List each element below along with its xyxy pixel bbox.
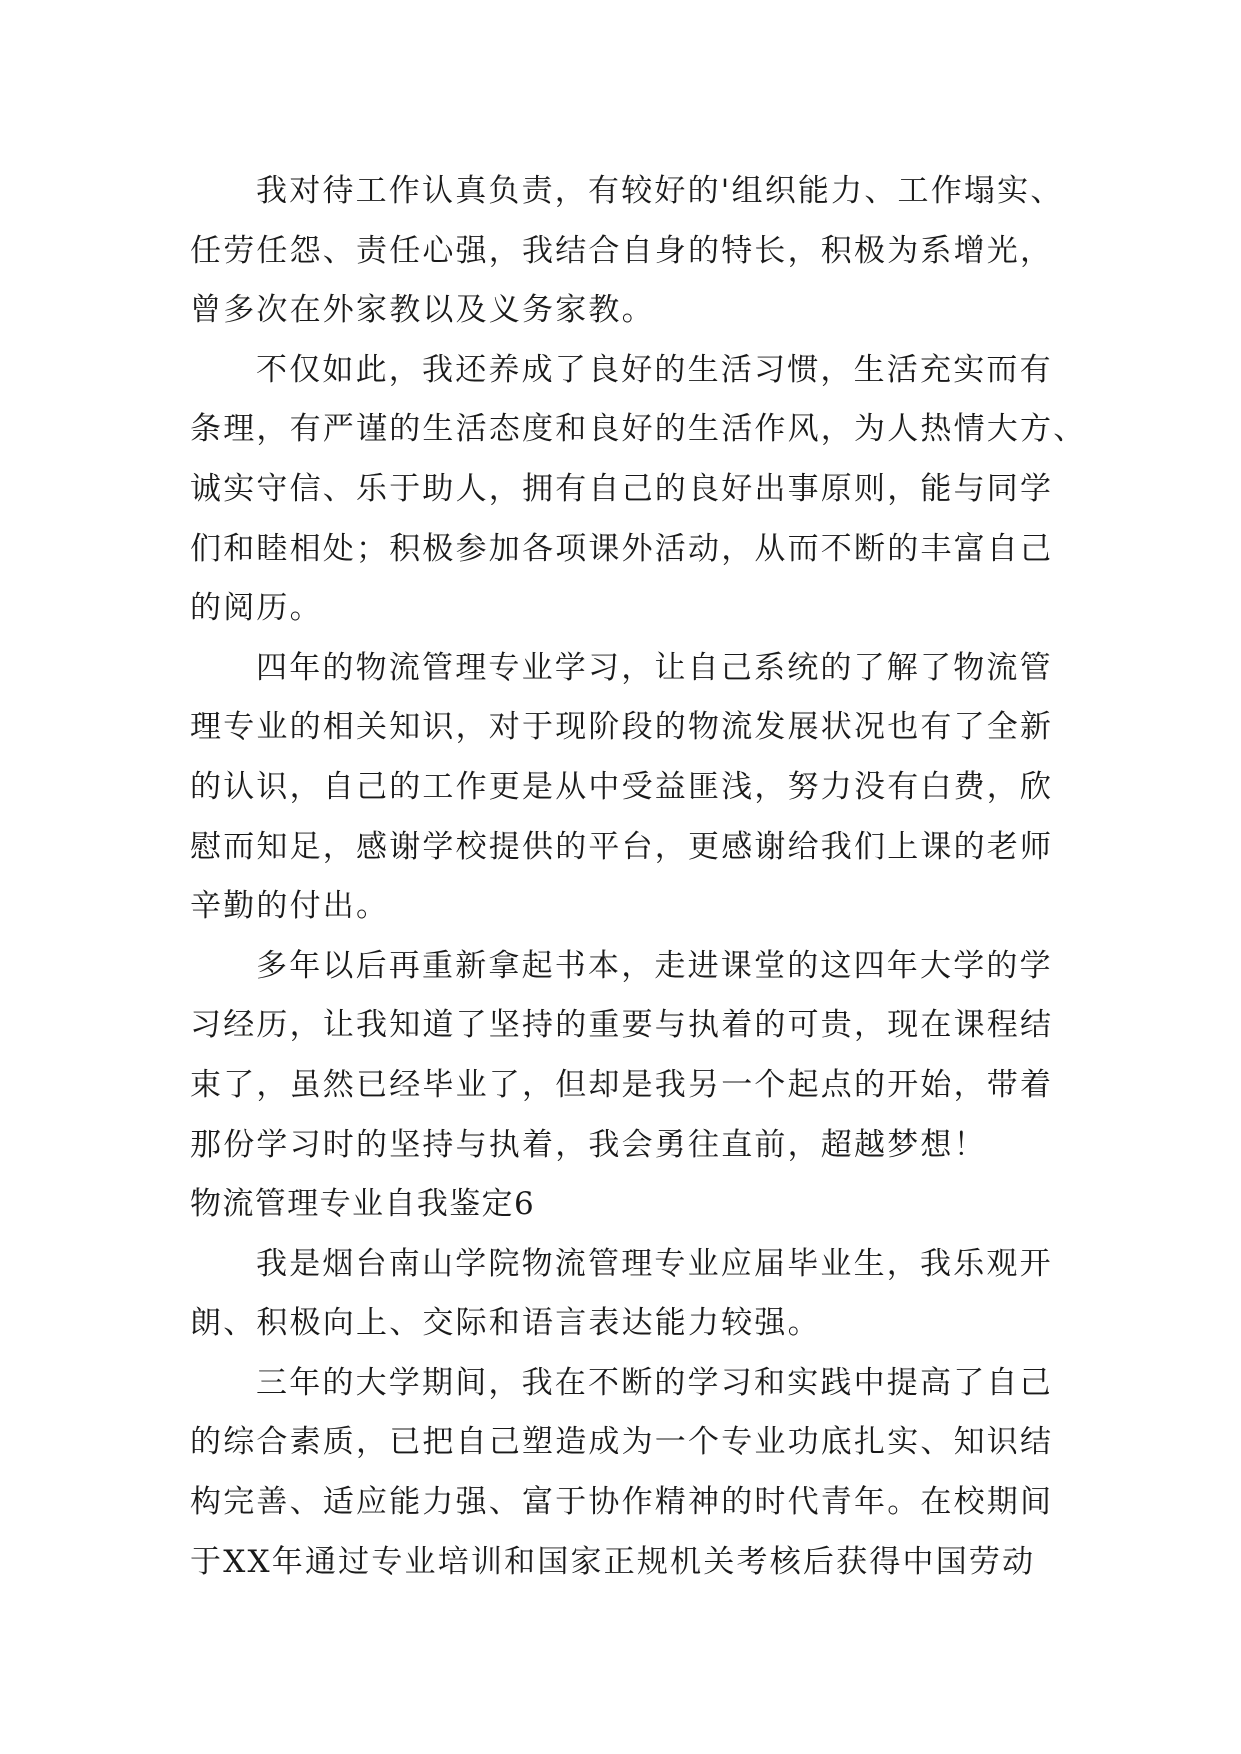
- text-line: 朗、积极向上、交际和语言表达能力较强。: [190, 1305, 821, 1342]
- text-line: 们和睦相处；积极参加各项课外活动，从而不断的丰富自己: [190, 530, 1054, 567]
- text-line: 任劳任怨、责任心强，我结合自身的特长，积极为系增光，: [190, 232, 1054, 269]
- text-line: 理专业的相关知识，对于现阶段的物流发展状况也有了全新: [190, 709, 1054, 746]
- text-line: 慰而知足，感谢学校提供的平台，更感谢给我们上课的老师: [190, 828, 1054, 865]
- section-heading: 物流管理专业自我鉴定6: [190, 1186, 536, 1223]
- text-line: 四年的物流管理专业学习，让自己系统的了解了物流管: [256, 649, 1053, 686]
- text-line: 构完善、适应能力强、富于协作精神的时代青年。在校期间: [190, 1484, 1054, 1521]
- document-page: [190, 162, 1087, 1592]
- text-line: 于XX年通过专业培训和国家正规机关考核后获得中国劳动: [190, 1543, 1036, 1580]
- text-line: 辛勤的付出。: [190, 888, 390, 925]
- text-line: 那份学习时的坚持与执着，我会勇往直前，超越梦想！: [190, 1126, 987, 1163]
- text-line: 三年的大学期间，我在不断的学习和实践中提高了自己: [256, 1364, 1053, 1401]
- text-line: 我是烟台南山学院物流管理专业应届毕业生，我乐观开: [256, 1245, 1053, 1282]
- text-line: 曾多次在外家教以及义务家教。: [190, 292, 655, 329]
- text-line: 的综合素质，已把自己塑造成为一个专业功底扎实、知识结: [190, 1424, 1054, 1461]
- text-line: 习经历，让我知道了坚持的重要与执着的可贵，现在课程结: [190, 1007, 1054, 1044]
- text-line: 的认识，自己的工作更是从中受益匪浅，努力没有白费，欣: [190, 768, 1054, 805]
- text-line: 诚实守信、乐于助人，拥有自己的良好出事原则，能与同学: [190, 470, 1054, 507]
- text-line: 我对待工作认真负责，有较好的'组织能力、工作塌实、: [256, 173, 1064, 209]
- text-line: 不仅如此，我还养成了良好的生活习惯，生活充实而有: [256, 351, 1053, 388]
- text-line: 的阅历。: [190, 590, 323, 627]
- text-line: 束了，虽然已经毕业了，但却是我另一个起点的开始，带着: [190, 1066, 1054, 1103]
- text-line: 条理，有严谨的生活态度和良好的生活作风，为人热情大方、: [190, 411, 1087, 448]
- text-line: 多年以后再重新拿起书本，走进课堂的这四年大学的学: [256, 947, 1053, 984]
